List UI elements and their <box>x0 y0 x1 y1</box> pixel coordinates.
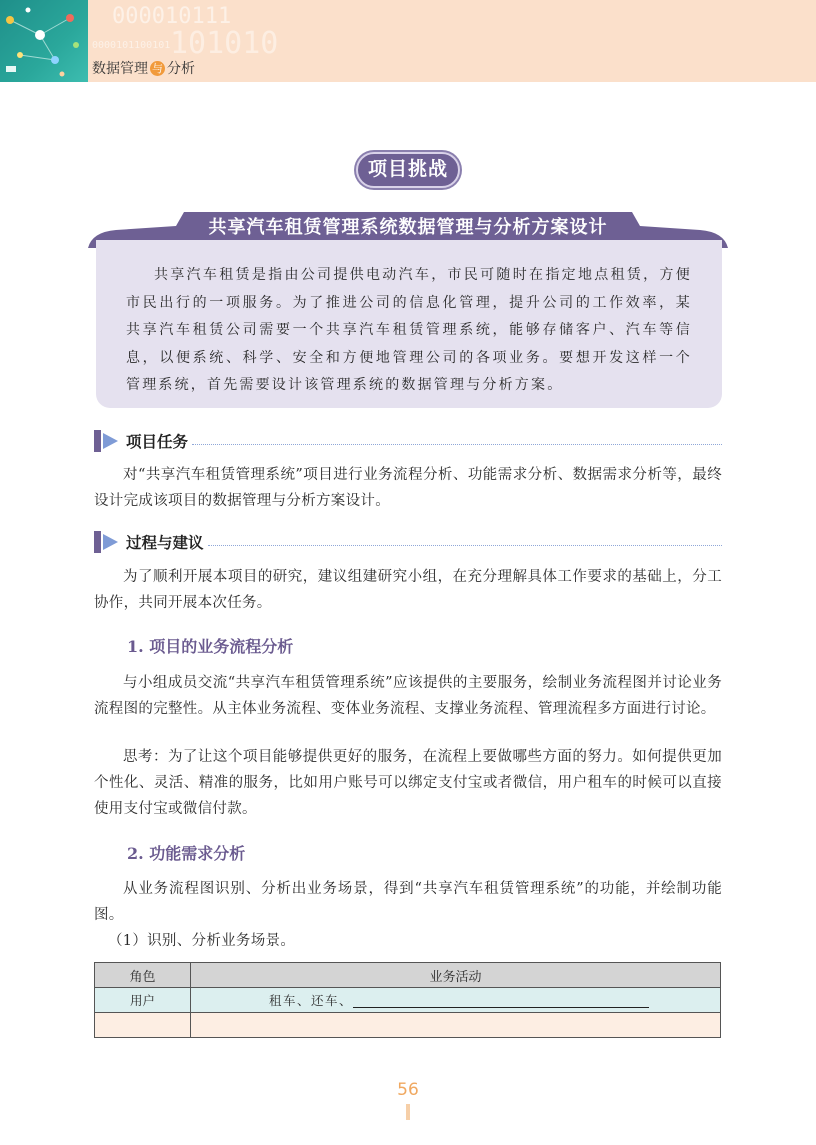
binary-decoration: 0000101100101 <box>92 40 171 51</box>
binary-decoration: 101010 <box>170 26 279 61</box>
business-flow-paragraph: 与小组成员交流“共享汽车租赁管理系统”应该提供的主要服务，绘制业务流程图并讨论业务流程图的完整性。从主体业务流程、变体业务流程、支撑业务流程、管理流程多方面进行讨论。 <box>94 675 722 717</box>
project-intro-box <box>96 240 722 408</box>
network-graphic-icon <box>0 0 88 82</box>
activity-cell <box>191 988 721 1013</box>
role-cell: 用户 <box>95 988 191 1013</box>
page-header <box>0 0 816 82</box>
header-book-title <box>92 58 195 78</box>
project-challenge-badge: 项目挑战 <box>356 152 460 188</box>
dotted-divider <box>192 444 722 445</box>
header-title-part2: 分析 <box>167 61 195 77</box>
column-header-role: 角色 <box>95 963 191 988</box>
table-row <box>95 1013 721 1038</box>
project-title: 共享汽车租赁管理系统数据管理与分析方案设计 <box>208 217 608 238</box>
process-paragraph: 为了顺利开展本项目的研究，建议组建研究小组，在充分理解具体工作要求的基础上，分工协作，共同开展本次任务。 <box>94 569 722 611</box>
thinking-paragraph: 思考：为了让这个项目能够提供更好的服务，在流程上要做哪些方面的努力。如何提供更加个性化、灵活、精准的服务，比如用户账号可以绑定支付宝或者微信，用户租车的时候可以直接使用支付宝或微信付款。 <box>94 749 722 817</box>
page-number: 56 <box>397 1080 419 1100</box>
business-scenario-table <box>94 962 721 1038</box>
page-number-bar <box>406 1104 410 1120</box>
activity-cell-empty[interactable] <box>191 1013 721 1038</box>
table-row <box>95 988 721 1013</box>
fill-in-blank-line[interactable] <box>353 996 649 1008</box>
section-arrow-icon <box>94 430 120 452</box>
task-paragraph: 对“共享汽车租赁管理系统”项目进行业务流程分析、功能需求分析、数据需求分析等，最终设计完成该项目的数据管理与分析方案设计。 <box>94 467 722 509</box>
header-title-part1: 数据管理 <box>92 61 148 77</box>
activity-text: 租车、还车、 <box>269 993 354 1008</box>
dotted-divider <box>208 545 722 546</box>
section-title: 过程与建议 <box>126 534 204 552</box>
subsection-title-1: 1. 项目的业务流程分析 <box>127 637 294 656</box>
step-label: （1）识别、分析业务场景。 <box>108 933 296 949</box>
section-heading-task <box>94 430 722 452</box>
header-title-conjunction: 与 <box>152 61 163 75</box>
function-analysis-paragraph: 从业务流程图识别、分析出业务场景，得到“共享汽车租赁管理系统”的功能，并绘制功能图。 <box>94 881 722 923</box>
section-title: 项目任务 <box>126 433 189 451</box>
table-header-row <box>95 963 721 988</box>
column-header-activity: 业务活动 <box>191 963 721 988</box>
role-cell-empty[interactable] <box>95 1013 191 1038</box>
binary-decoration: 000010111 <box>112 4 232 29</box>
section-heading-process <box>94 531 722 553</box>
subsection-title-2: 2. 功能需求分析 <box>127 844 246 863</box>
intro-text: 共享汽车租赁是指由公司提供电动汽车，市民可随时在指定地点租赁，方便市民出行的一项服务。为了推进公司的信息化管理，提升公司的工作效率，某共享汽车租赁公司需要一个共享汽车租赁管理系统，能够存储客户、汽车等信息，以便系统、科学、安全和方便地管理公司的各项业务。要想开发这样一个管理系统，首先需要设计该管理系统的数据管理与分析方案。 <box>126 267 692 393</box>
header-decoration-image <box>0 0 88 82</box>
section-arrow-icon <box>94 531 120 553</box>
